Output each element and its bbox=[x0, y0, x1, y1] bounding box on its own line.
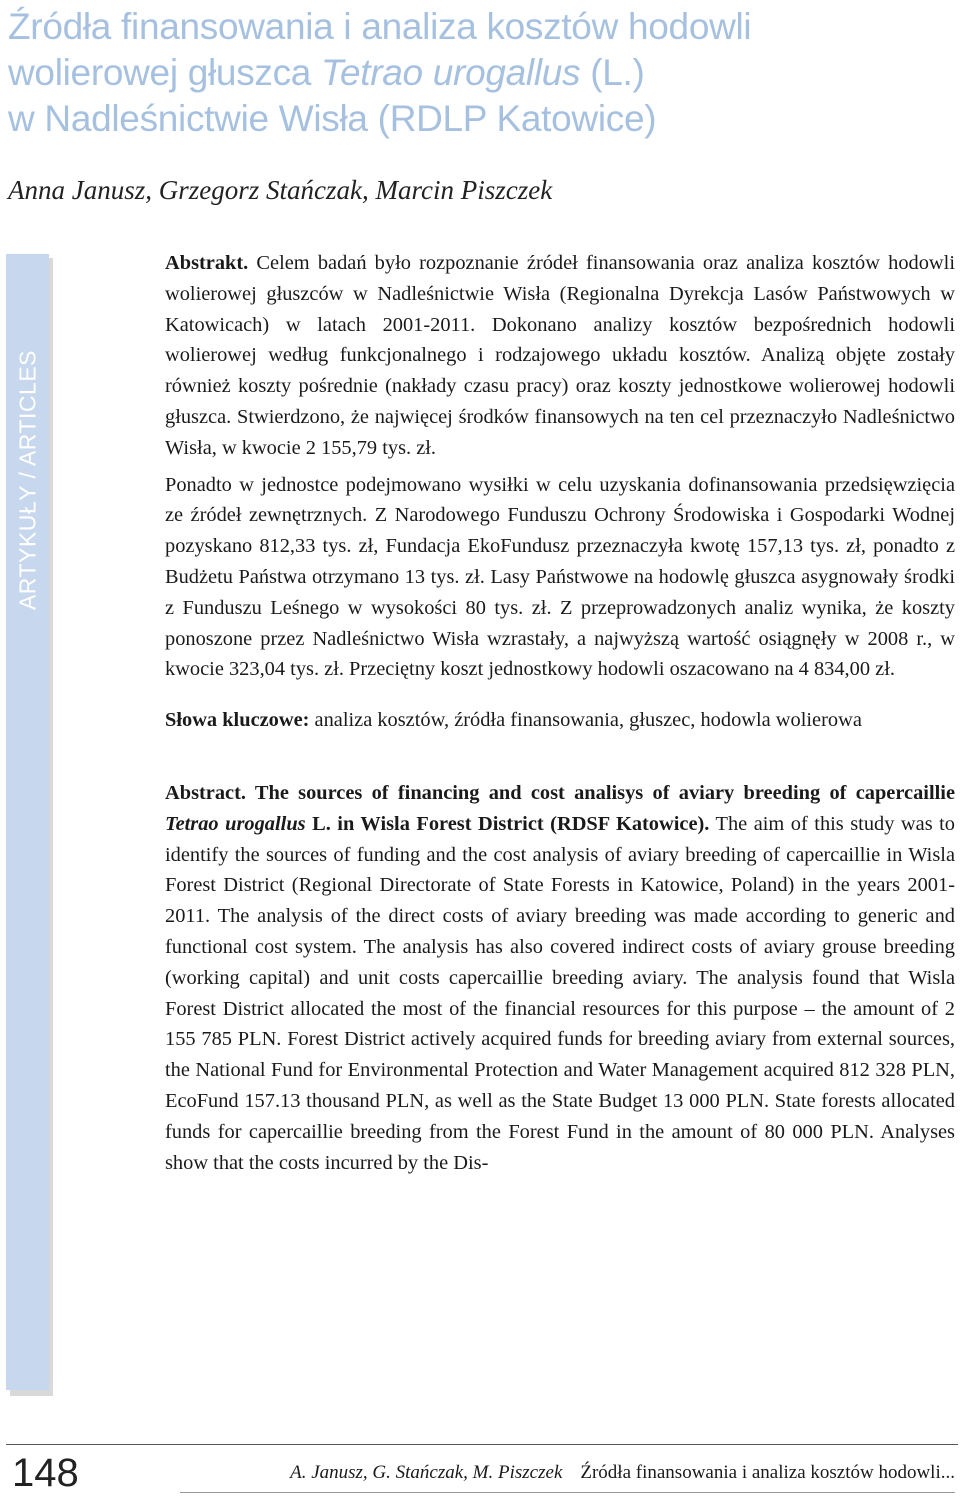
abstract-pl-paragraph-2: Ponadto w jednostce podejmowano wysiłki w celu uzyskania dofinansowania przedsięwzięcia ze źródeł zewnętrznych. Z Narodowego Funduszu Ochrony Środowiska i Gospodarki Wodnej pozyskano 812,33 tys. zł, Fundacja EkoFundusz przeznaczyła kwotę 157,13 tys. zł, ponadto z Budżetu Państwa otrzymano 13 tys. zł. Lasy Państwowe na hodowlę głuszca asygnowały środki z Funduszu Leśnego w wysokości 80 tys. zł. Z przeprowadzonych analiz wynika, że koszty ponoszone przez Nadleśnictwo Wisła wzrastały, a najwyższą wartość osiągnęły w 2008 r., w kwocie 323,04 tys. zł. Przeciętny koszt jednostkowy hodowli oszacowano na 4 834,00 zł. bbox=[165, 473, 955, 681]
title-line-3: w Nadleśnictwie Wisła (RDLP Katowice) bbox=[8, 98, 657, 139]
running-footer bbox=[180, 1460, 955, 1486]
article-title bbox=[8, 4, 908, 142]
footer-authors: A. Janusz, G. Stańczak, M. Piszczek bbox=[290, 1462, 563, 1483]
article-body bbox=[165, 248, 955, 1178]
footer-running-title: Źródła finansowania i analiza kosztów hodowli... bbox=[580, 1462, 955, 1483]
title-line-2 bbox=[8, 50, 908, 96]
title-line-1: Źródła finansowania i analiza kosztów hodowli bbox=[8, 6, 752, 47]
abstract-pl-text-1: Celem badań było rozpoznanie źródeł finansowania oraz analiza kosztów hodowli wolierowej głuszców w Nadleśnictwie Wisła (Regionalna Dyrekcja Lasów Państwowych w Katowicach) w latach 2001-2011. Dokonano analizy kosztów bezpośrednich hodowli wolierowej według funkcjonalnego i rodzajowego układu kosztów. Analizą objęte zostały również koszty pośrednie (nakłady czasu pracy) oraz koszty jednostkowe wolierowej hodowli głuszca. Stwierdzono, że najwięcej środków finansowych na ten cel przeznaczyło Nadleśnictwo Wisła, w kwocie 2 155,79 tys. zł. bbox=[165, 252, 955, 459]
abstract-en-title: The sources of financing and cost analisys of aviary breeding of capercaillie bbox=[245, 781, 955, 804]
abstract-en-text: The aim of this study was to identify the sources of funding and the cost analysis of aviary breeding of capercaillie in Wisla Forest District (Regional Directorate of State Forests in Katowice, Poland) in the years 2001-2011. The analysis of the direct costs of aviary breeding was made according to generic and functional cost system. The analysis has also covered indirect costs of aviary grouse breeding (working capital) and unit costs capercaillie breeding aviary. The analysis found that Wisla Forest District allocated the most of the financial resources for this purpose – the amount of 2 155 785 PLN. Forest District actively acquired funds for breeding aviary from external sources, the National Fund for Environmental Protection and Water Management acquired 812 328 PLN, EcoFund 157.13 thousand PLN, as well as the State Budget 13 000 PLN. State forests allocated funds for capercaillie breeding from the Forest Fund in the amount of 80 000 PLN. Analyses show that the costs incurred by the Dis- bbox=[165, 812, 955, 1174]
footer-divider bbox=[6, 1444, 958, 1445]
abstract-pl-paragraph-1 bbox=[165, 248, 955, 464]
section-label: ARTYKUŁY / ARTICLES bbox=[14, 349, 41, 611]
keywords-label: Słowa kluczowe: bbox=[165, 709, 310, 732]
footer-underline bbox=[180, 1492, 955, 1493]
abstract-en-label: Abstract. bbox=[165, 781, 246, 804]
keywords bbox=[165, 705, 955, 736]
author-list: Anna Janusz, Grzegorz Stańczak, Marcin Piszczek bbox=[8, 175, 553, 205]
title-line-2-suffix: (L.) bbox=[580, 52, 645, 93]
abstract-en-title-suffix: L. in Wisla Forest District (RDSF Katowice). bbox=[305, 812, 710, 835]
abstract-en-latin-name: Tetrao urogallus bbox=[165, 812, 306, 835]
title-line-2-text: wolierowej głuszca bbox=[8, 52, 322, 93]
abstract-pl-label: Abstrakt. bbox=[165, 252, 249, 274]
abstract-en-paragraph bbox=[165, 778, 955, 1178]
keywords-text: analiza kosztów, źródła finansowania, głuszec, hodowla wolierowa bbox=[309, 709, 862, 732]
title-latin-name: Tetrao urogallus bbox=[321, 52, 581, 93]
page-number: 148 bbox=[12, 1451, 79, 1495]
